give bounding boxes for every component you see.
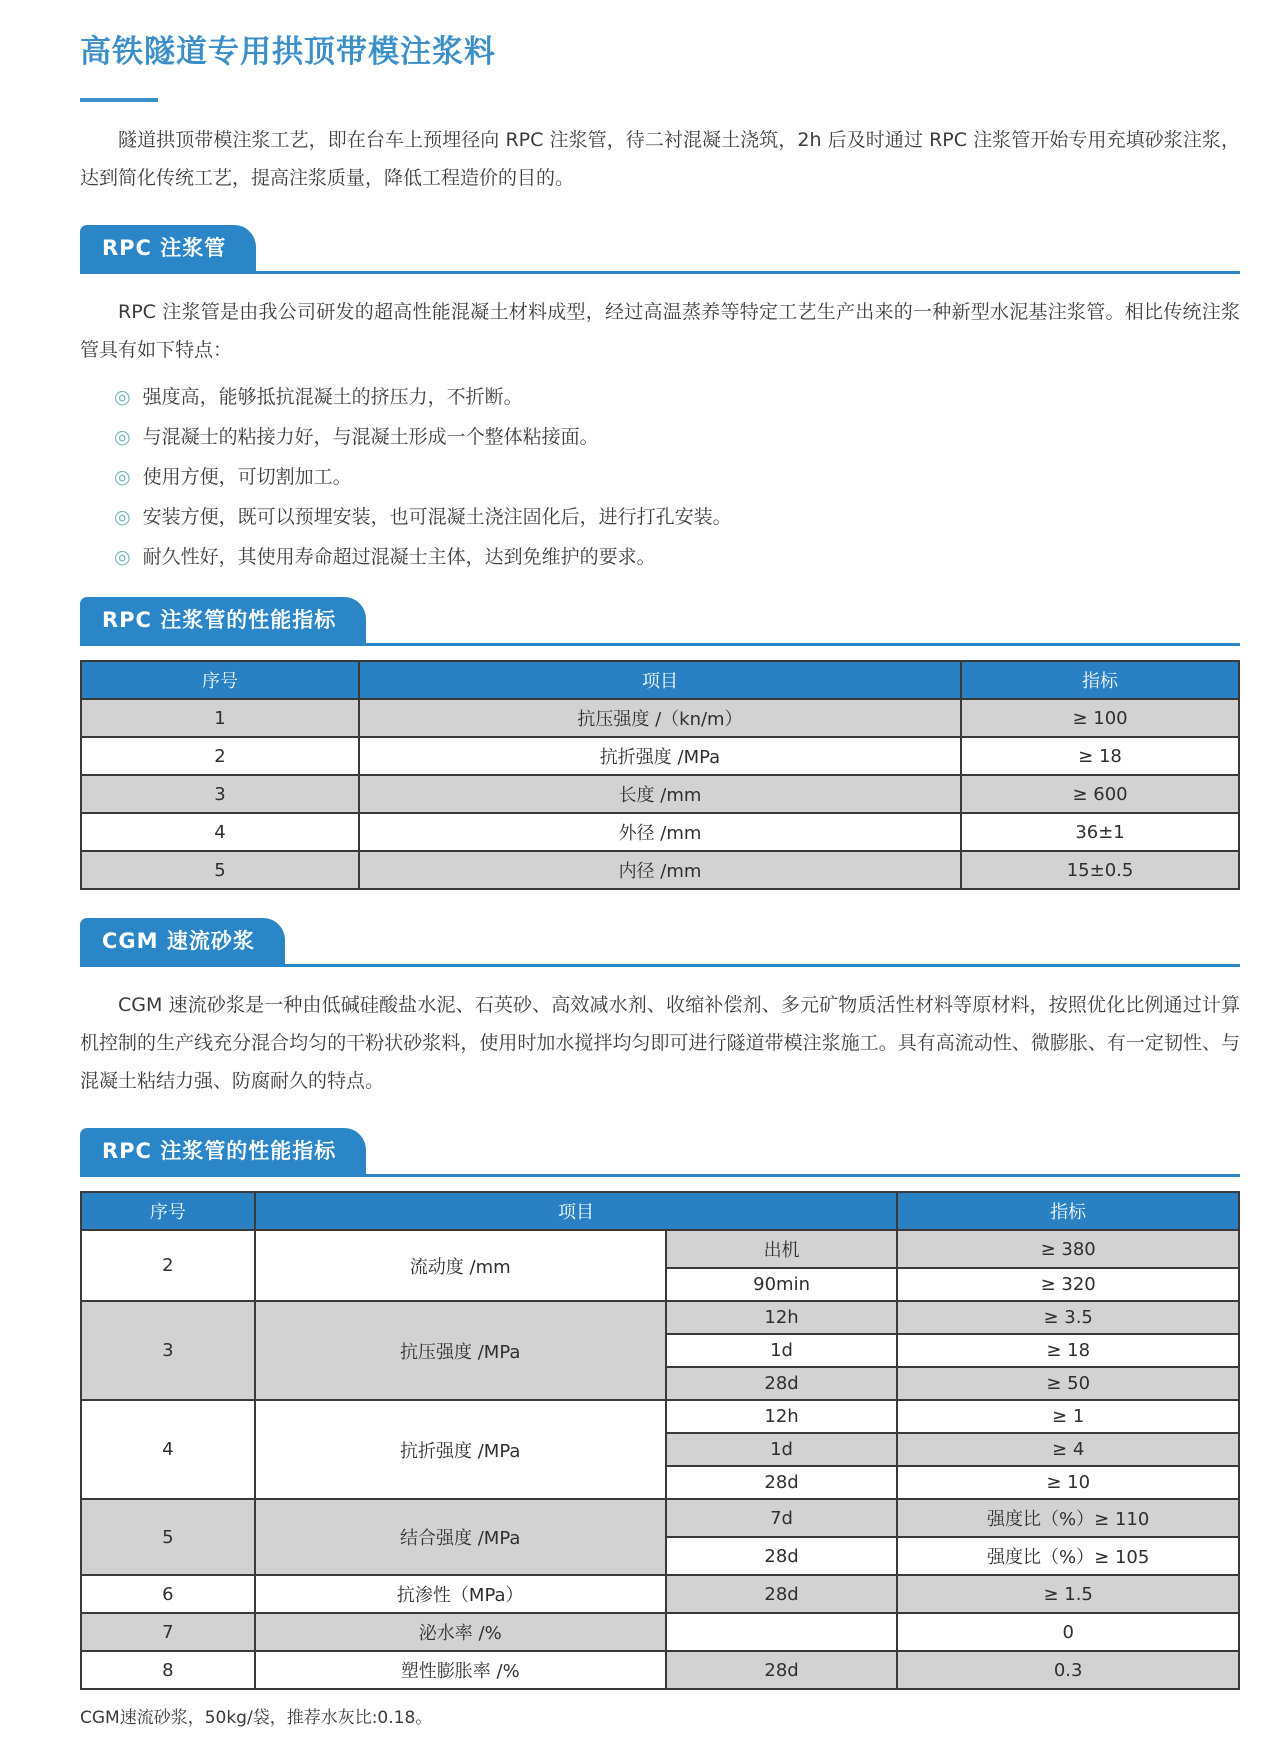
footnote-text: CGM速流砂浆，50kg/袋，推荐水灰比:0.18。 <box>80 1708 433 1728</box>
table-cell: 抗压强度 /（kn/m） <box>359 699 961 737</box>
value-cell: ≥ 380 <box>897 1230 1239 1268</box>
table-row <box>81 1230 1239 1268</box>
condition-cell: 28d <box>666 1466 898 1499</box>
index-cell: 4 <box>81 1400 255 1499</box>
item-cell: 泌水率 /% <box>255 1613 666 1651</box>
cgm-paragraph: CGM 速流砂浆是一种由低碱硅酸盐水泥、石英砂、高效减水剂、收缩补偿剂、多元矿物质活性材料等原材料，按照优化比例通过计算机控制的生产线充分混合均匀的干粉状砂浆料，使用时加水搅拌均匀即可进行隧道带模注浆施工。具有高流动性、微膨胀、有一定韧性、与混凝土粘结力强、防腐耐久的特点。 <box>80 994 1240 1092</box>
condition-cell <box>666 1613 898 1651</box>
table-cell: 2 <box>81 737 359 775</box>
section-header-rpc-pipe <box>80 225 1240 274</box>
section-header-cgm <box>80 918 1240 967</box>
item-cell: 结合强度 /MPa <box>255 1499 666 1575</box>
column-header-index: 序号 <box>81 661 359 699</box>
table-cell: 抗折强度 /MPa <box>359 737 961 775</box>
rpc-pipe-paragraph: RPC 注浆管是由我公司研发的超高性能混凝土材料成型，经过高温蒸养等特定工艺生产出来的一种新型水泥基注浆管。相比传统注浆管具有如下特点： <box>80 301 1240 361</box>
table-row <box>81 813 1239 851</box>
table-cell: 4 <box>81 813 359 851</box>
value-cell: ≥ 3.5 <box>897 1301 1239 1334</box>
title-underline <box>80 98 158 102</box>
value-cell: ≥ 18 <box>897 1334 1239 1367</box>
table-cell: 36±1 <box>961 813 1239 851</box>
circle-bullet-icon: ◎ <box>114 466 131 488</box>
index-cell: 3 <box>81 1301 255 1400</box>
item-cell: 塑性膨胀率 /% <box>255 1651 666 1689</box>
index-cell: 5 <box>81 1499 255 1575</box>
table-row <box>81 1499 1239 1537</box>
table-cell: 3 <box>81 775 359 813</box>
section-badge-rpc-pipe: RPC 注浆管 <box>80 225 256 271</box>
table-row <box>81 737 1239 775</box>
index-cell: 8 <box>81 1651 255 1689</box>
table-cell: ≥ 600 <box>961 775 1239 813</box>
condition-cell: 90min <box>666 1268 898 1301</box>
feature-text: 耐久性好，其使用寿命超过混凝士主体，达到免维护的要求。 <box>142 546 656 568</box>
table-header-row <box>81 661 1239 699</box>
cgm-performance-table <box>80 1191 1240 1690</box>
section-badge-cgm: CGM 速流砂浆 <box>80 918 285 964</box>
section-badge-cgm-performance: RPC 注浆管的性能指标 <box>80 1128 366 1174</box>
intro-paragraph: 隧道拱顶带模注浆工艺，即在台车上预埋径向 RPC 注浆管，待二衬混凝土浇筑，2h 后及时通过 RPC 注浆管开始专用充填砂浆注浆，达到简化传统工艺，提高注浆质量，降低工程造价的目的。 <box>80 129 1240 189</box>
column-header-item: 项目 <box>255 1192 898 1230</box>
item-cell: 流动度 /mm <box>255 1230 666 1301</box>
column-header-item: 项目 <box>359 661 961 699</box>
table-row <box>81 851 1239 889</box>
value-cell: ≥ 1 <box>897 1400 1239 1433</box>
page-title: 高铁隧道专用拱顶带模注浆料 <box>80 34 496 70</box>
circle-bullet-icon: ◎ <box>114 506 131 528</box>
condition-cell: 1d <box>666 1433 898 1466</box>
feature-text: 与混凝士的粘接力好，与混凝土形成一个整体粘接面。 <box>142 426 599 448</box>
circle-bullet-icon: ◎ <box>114 426 131 448</box>
circle-bullet-icon: ◎ <box>114 386 131 408</box>
table-cell: 内径 /mm <box>359 851 961 889</box>
condition-cell: 28d <box>666 1575 898 1613</box>
table-row <box>81 699 1239 737</box>
feature-text: 强度高，能够抵抗混凝土的挤压力，不折断。 <box>142 386 523 408</box>
value-cell: 强度比（%）≥ 110 <box>897 1499 1239 1537</box>
value-cell: ≥ 10 <box>897 1466 1239 1499</box>
value-cell: 0 <box>897 1613 1239 1651</box>
column-header-index: 序号 <box>81 1192 255 1230</box>
rpc-performance-table <box>80 660 1240 890</box>
item-cell: 抗压强度 /MPa <box>255 1301 666 1400</box>
table-cell: ≥ 18 <box>961 737 1239 775</box>
section-header-rpc-performance <box>80 597 1240 646</box>
condition-cell: 1d <box>666 1334 898 1367</box>
condition-cell: 出机 <box>666 1230 898 1268</box>
table-cell: 外径 /mm <box>359 813 961 851</box>
value-cell: ≥ 1.5 <box>897 1575 1239 1613</box>
circle-bullet-icon: ◎ <box>114 546 131 568</box>
feature-list <box>80 382 1240 569</box>
feature-item <box>114 542 1240 569</box>
table-row <box>81 1575 1239 1613</box>
feature-text: 使用方便，可切割加工。 <box>142 466 352 488</box>
column-header-value: 指标 <box>897 1192 1239 1230</box>
table-cell: 1 <box>81 699 359 737</box>
table-header-row <box>81 1192 1239 1230</box>
feature-text: 安装方便，既可以预埋安装，也可混凝土浇注固化后，进行打孔安装。 <box>142 506 732 528</box>
condition-cell: 28d <box>666 1367 898 1400</box>
column-header-value: 指标 <box>961 661 1239 699</box>
table-row <box>81 1400 1239 1433</box>
table-row <box>81 1651 1239 1689</box>
feature-item <box>114 502 1240 529</box>
table-cell: 长度 /mm <box>359 775 961 813</box>
section-header-cgm-performance <box>80 1128 1240 1177</box>
index-cell: 2 <box>81 1230 255 1301</box>
condition-cell: 12h <box>666 1400 898 1433</box>
value-cell: ≥ 4 <box>897 1433 1239 1466</box>
table-cell: 15±0.5 <box>961 851 1239 889</box>
table-row <box>81 1301 1239 1334</box>
item-cell: 抗折强度 /MPa <box>255 1400 666 1499</box>
value-cell: ≥ 50 <box>897 1367 1239 1400</box>
value-cell: 0.3 <box>897 1651 1239 1689</box>
feature-item <box>114 462 1240 489</box>
condition-cell: 7d <box>666 1499 898 1537</box>
section-badge-rpc-performance: RPC 注浆管的性能指标 <box>80 597 366 643</box>
item-cell: 抗渗性（MPa） <box>255 1575 666 1613</box>
condition-cell: 28d <box>666 1537 898 1575</box>
value-cell: ≥ 320 <box>897 1268 1239 1301</box>
table-cell: 5 <box>81 851 359 889</box>
table-cell: ≥ 100 <box>961 699 1239 737</box>
feature-item <box>114 382 1240 409</box>
value-cell: 强度比（%）≥ 105 <box>897 1537 1239 1575</box>
index-cell: 6 <box>81 1575 255 1613</box>
table-row <box>81 775 1239 813</box>
table-row <box>81 1613 1239 1651</box>
feature-item <box>114 422 1240 449</box>
condition-cell: 12h <box>666 1301 898 1334</box>
condition-cell: 28d <box>666 1651 898 1689</box>
index-cell: 7 <box>81 1613 255 1651</box>
